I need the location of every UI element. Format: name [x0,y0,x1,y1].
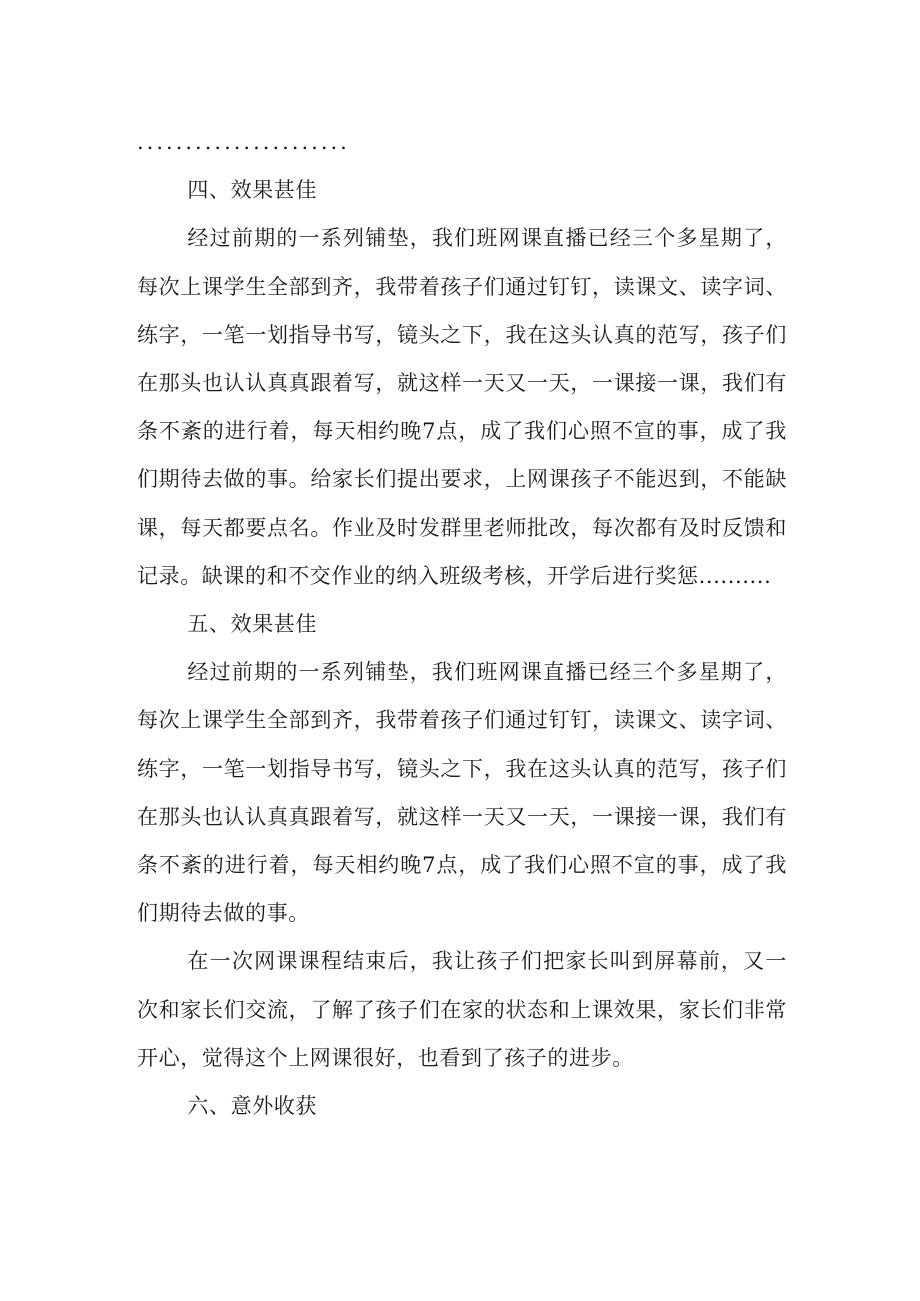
section-heading-4: 四、效果甚佳 [187,178,317,203]
section-heading-6: 六、意外收获 [187,1094,317,1119]
section-5-paragraph-2: 在一次网课课程结束后，我让孩子们把家长叫到屏幕前，又一次和家长们交流，了解了孩子们在家的状态和上课效果，家长们非常开心，觉得这个上网课很好，也看到了孩子的进步。 [137,949,787,1070]
document-body [137,118,787,1130]
section-4-paragraph: 经过前期的一系列铺垫，我们班网课直播已经三个多星期了，每次上课学生全部到齐，我带着孩子们通过钉钉，读课文、读字词、练字，一笔一划指导书写，镜头之下，我在这头认真的范写，孩子们在那头也认认真真跟着写，就这样一天又一天，一课接一课，我们有条不紊的进行着，每天相约晚7点，成了我们心照不宣的事，成了我们期待去做的事。给家长们提出要求，上网课孩子不能迟到，不能缺课，每天都要点名。作业及时发群里老师批改，每次都有及时反馈和记录。缺课的和不交作业的纳入班级考核，开学后进行奖惩.......... [137,226,787,588]
leading-ellipsis: ...................... [137,130,350,154]
section-heading-5: 五、效果甚佳 [187,612,317,637]
section-5-paragraph-1: 经过前期的一系列铺垫，我们班网课直播已经三个多星期了，每次上课学生全部到齐，我带着孩子们通过钉钉，读课文、读字词、练字，一笔一划指导书写，镜头之下，我在这头认真的范写，孩子们在那头也认认真真跟着写，就这样一天又一天，一课接一课，我们有条不紊的进行着，每天相约晚7点，成了我们心照不宣的事，成了我们期待去做的事。 [137,660,787,926]
